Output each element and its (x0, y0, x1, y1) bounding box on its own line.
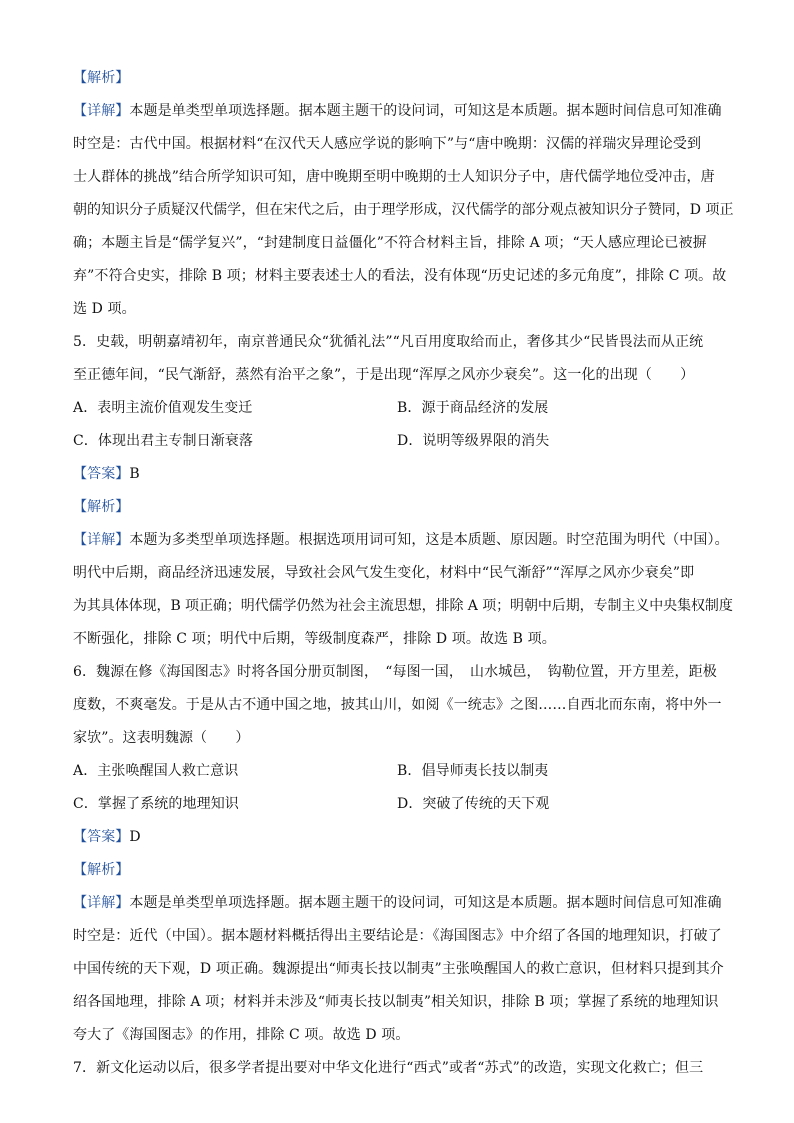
answer-value: B (129, 466, 140, 482)
detail-line: 士人群体的挑战”结合所学知识可知，唐中晚期至明中晚期的士人知识分子中，唐代儒学地位受冲击，唐 (73, 169, 715, 185)
detail-line: 弃”不符合史实，排除 B 项；材料主要表述士人的看法，没有体现“历史记述的多元角度”，排除 C 项。故 (73, 268, 727, 284)
option-c: C．体现出君主专制日渐衰落 (73, 433, 254, 449)
analysis-heading: 【解析】 (73, 499, 130, 515)
detail-line: 为其具体体现，B 项正确；明代儒学仍然为社会主流思想，排除 A 项；明朝中后期，专制主义中央集权制度 (73, 598, 733, 614)
option-a: A．表明主流价值观发生变迁 (73, 400, 253, 416)
options-row (73, 425, 733, 458)
detail-line: 夸大了《海国图志》的作用，排除 C 项。故选 D 项。 (73, 1027, 410, 1043)
question-stem-line: 度数，不爽毫发。于是从古不通中国之地，披其山川，如阅《一统志》之图……自西北而东南，将中外一 (73, 697, 722, 713)
page-content (73, 62, 733, 1085)
question-stem-line: 5．史载，明朝嘉靖初年，南京普通民众“犹循礼法”“凡百用度取给而止，奢侈其少“民皆畏法而从正统 (73, 334, 704, 350)
answer-line (73, 821, 733, 854)
options-row (73, 392, 733, 425)
question-stem-line: 至正德年间，“民气渐舒，蒸然有治平之象”，于是出现“浑厚之风亦少衰矣”。这一化的出现（ ） (73, 367, 695, 383)
detail-line: 中国传统的天下观，D 项正确。魏源提出“师夷长技以制夷”主张唤醒国人的救亡意识，但材料只提到其介 (73, 961, 724, 977)
detail-line: 朝的知识分子质疑汉代儒学，但在宋代之后，由于理学形成，汉代儒学的部分观点被知识分子赞同，D 项正 (73, 202, 734, 218)
detail-text: 本题为多类型单项选择题。根据选项用词可知，这是本质题、原因题。时空范围为明代（中国）。 (129, 532, 729, 548)
detail-line: 确；本题主旨是“儒学复兴”，“封建制度日益僵化”不符合材料主旨，排除 A 项；“天人感应理论已被摒 (73, 235, 707, 251)
question-stem-line: 6．魏源在修《海国图志》时将各国分册页制图， “每图一国， 山水城邑， 钩勒位置，开方里差，距极 (73, 664, 717, 680)
detail-tag: 【详解】 (73, 532, 130, 548)
detail-line (73, 887, 733, 920)
detail-tag: 【详解】 (73, 103, 130, 119)
detail-line: 选 D 项。 (73, 301, 136, 317)
answer-line (73, 458, 733, 491)
detail-line: 时空是：近代（中国）。据本题材料概括得出主要结论是：《海国图志》中介绍了各国的地理知识，打破了 (73, 928, 722, 944)
option-b: B．源于商品经济的发展 (397, 400, 549, 416)
detail-line: 不断强化，排除 C 项；明代中后期，等级制度森严，排除 D 项。故选 B 项。 (73, 631, 556, 647)
option-b: B．倡导师夷长技以制夷 (397, 763, 549, 779)
question-stem-line: 家欤”。这表明魏源（ ） (73, 730, 250, 746)
answer-tag: 【答案】 (73, 829, 130, 845)
detail-line: 时空是：古代中国。根据材料“在汉代天人感应学说的影响下”与“唐中晚期：汉儒的祥瑞灾异理论受到 (73, 136, 702, 152)
option-d: D．突破了传统的天下观 (397, 796, 550, 812)
options-row (73, 788, 733, 821)
detail-line: 明代中后期，商品经济迅速发展，导致社会风气发生变化，材料中“民气渐舒”“浑厚之风亦少衰矣”即 (73, 565, 695, 581)
option-d: D．说明等级界限的消失 (397, 433, 550, 449)
answer-tag: 【答案】 (73, 466, 130, 482)
question-stem-line: 7．新文化运动以后，很多学者提出要对中华文化进行“西式”或者“苏式”的改造，实现文化救亡；但三 (73, 1060, 704, 1076)
detail-text: 本题是单类型单项选择题。据本题主题干的设问词，可知这是本质题。据本题时间信息可知准确 (129, 895, 722, 911)
detail-line: 绍各国地理，排除 A 项；材料并未涉及“师夷长技以制夷”相关知识，排除 B 项；掌握了系统的地理知识 (73, 994, 719, 1010)
option-a: A．主张唤醒国人救亡意识 (73, 763, 239, 779)
detail-tag: 【详解】 (73, 895, 130, 911)
detail-line (73, 524, 733, 557)
analysis-heading: 【解析】 (73, 862, 130, 878)
option-c: C．掌握了系统的地理知识 (73, 796, 239, 812)
answer-value: D (129, 829, 141, 845)
detail-line (73, 95, 733, 128)
analysis-heading: 【解析】 (73, 70, 130, 86)
detail-text: 本题是单类型单项选择题。据本题主题干的设问词，可知这是本质题。据本题时间信息可知准确 (129, 103, 722, 119)
options-row (73, 755, 733, 788)
